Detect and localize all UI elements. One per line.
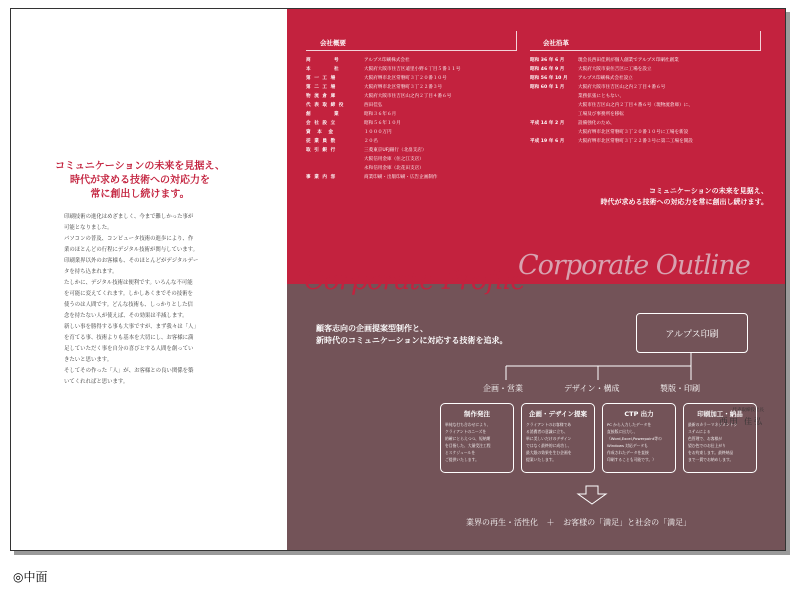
body-line: パソコンの普及、コンピュータ技術の進歩により、作 (64, 236, 194, 242)
category-printing: 製版・印刷 (660, 384, 700, 393)
profile-row-label: 第 二 工 場 (306, 85, 337, 90)
service-box-line: クライアントのお客様であ (526, 422, 572, 427)
profile-row-label: 創 業 (306, 112, 340, 117)
tagline-line: コミュニケーションの未来を見据え、 (649, 187, 768, 195)
service-box-line: 単に美しいだけのデザイン (526, 436, 572, 441)
service-box-line: 印刷することも可能です。） (607, 457, 657, 462)
service-box-line: まで一貫でお納めします。 (688, 457, 734, 462)
history-row-value: 現会長西田佳則が個人創業でアルプス印刷社創業 (578, 58, 679, 63)
body-line: そしてその作った「人」が、お客様との良い関係を築 (64, 368, 194, 374)
corporate-outline-script: Corporate Outline (518, 250, 750, 281)
profile-row-label: 従 業 員 数 (306, 139, 337, 144)
history-row-value: 工場及び事務所を移転 (578, 112, 624, 117)
service-box-line: ご提供いたします。 (445, 457, 479, 462)
service-box-line: 的確にとらえつつ、短納期 (445, 436, 491, 441)
heading-line: 時代が求める技術への対応力を (70, 175, 210, 186)
profile-row-value: 大阪府大阪市住吉区遠里小野６丁目５番１１号 (364, 67, 461, 72)
signer-role: 代表取締役社長 (732, 408, 764, 413)
service-box-body (688, 421, 752, 463)
profile-row-value: ２０名 (364, 139, 378, 144)
corporate-profile-script: Corporate Profile (304, 265, 526, 296)
body-line: タを持ち込まれます。 (64, 269, 118, 275)
down-arrow-icon (578, 486, 606, 504)
body-line: たしかに、デジタル技術は便利です。いろんな不可能 (64, 280, 193, 286)
service-box-line: 提案いたします。 (526, 457, 557, 462)
profile-row-label: 第 一 工 場 (306, 76, 337, 81)
service-box-line: ステムによる (688, 429, 711, 434)
service-box-line: 最大限の効果を生む企画を (526, 450, 572, 455)
history-row-label: 昭和 56 年 10 月 (530, 76, 568, 81)
service-box-line: 直接版に出力し、 (607, 429, 638, 434)
service-box-body (607, 421, 671, 463)
service-box-title: 印刷加工・納品 (697, 410, 743, 418)
history-row-value: 大阪府大阪市住吉区山之内２丁目４番６号 (578, 85, 666, 90)
profile-row-value: 大阪府堺市北区常磐町３丁２０番１０号 (364, 76, 447, 81)
body-line: 新しい事を勝得する事も大事ですが、まず我々は「人」 (64, 324, 199, 330)
profile-row-value: 昭和５６年１０月 (364, 121, 401, 126)
profile-row-label: 取 引 銀 行 (306, 148, 337, 153)
service-box-line: 望む色でのお仕上がり (688, 443, 726, 448)
profile-row-label: 本 社 (306, 67, 340, 72)
service-box-line: 最新のカラーマネジメントシ (688, 422, 738, 427)
service-box-line: （Word,Excel,Powerpoint等の (607, 436, 662, 441)
history-title: 会社沿革 (543, 39, 569, 47)
service-box (683, 403, 757, 473)
service-box (602, 403, 676, 473)
service-box (521, 403, 595, 473)
history-row-label: 昭和 36 年 6 月 (530, 58, 565, 63)
tagline-line: 時代が求める技術への対応力を常に創出し続けます。 (600, 198, 768, 206)
tagline-line: 顧客志向の企画提案型制作と、 (316, 324, 428, 333)
service-box-title: 企画・デザイン提案 (528, 410, 588, 418)
history-row-value: 設備強化のため、 (578, 121, 615, 126)
profile-row-label: 商 号 (306, 58, 340, 63)
profile-row-value: 三菱東京UFJ銀行（北畠支店） (364, 148, 427, 153)
profile-row-value: 大阪府堺市北区常磐町３丁２２番３号 (364, 85, 443, 90)
service-box-title: CTP 出力 (624, 410, 654, 418)
body-line: を育てる事、技術よりも基本を大切にし、お客様に満 (64, 335, 194, 341)
profile-row-label: 事 業 内 容 (306, 175, 337, 180)
profile-row-value: 永和信用金庫（北花田支店） (364, 166, 424, 171)
result-line (466, 517, 691, 528)
service-box-line: を目指した、大量受注工程 (445, 443, 491, 448)
history-row-label: 昭和 60 年 1 月 (530, 85, 565, 90)
history-row-value: 大阪市住吉区山之内２丁目４番６号（現物流倉庫）に、 (578, 103, 693, 108)
plus-icon: ＋ (546, 518, 555, 527)
service-box-line: をお約束します。最終納品 (688, 450, 734, 455)
body-line: 業のほとんどの行程にデジタル技術が関与しています。 (64, 247, 199, 253)
profile-row-label: 会 社 設 立 (306, 121, 337, 126)
profile-row-label: 代 表 取 締 役 (306, 103, 345, 108)
signer-name: 西田 佳弘 (719, 417, 764, 426)
service-box-line: る消費者の意識に立ち、 (526, 429, 568, 434)
history-row-value: 大阪府大阪市東住吉区に工場を設立 (578, 67, 652, 72)
service-box-body (445, 421, 509, 463)
body-line: 足していただく事を自分の喜びとする人間を創ってい (64, 346, 194, 352)
service-box-body (526, 421, 590, 463)
profile-row-value: 大阪信用金庫（住之江支店） (364, 157, 424, 162)
history-row-value: アルプス印刷株式会社設立 (578, 76, 633, 81)
profile-row-value: 昭和３６年６月 (364, 112, 397, 117)
service-box-line: Windows 対応データも (607, 443, 648, 448)
history-row-label: 平成 19 年 6 月 (530, 139, 565, 144)
caption: ◎中面 (13, 570, 48, 584)
service-box-line: クライアントのニーズを (445, 429, 487, 434)
profile-row-label: 資 本 金 (306, 130, 334, 135)
company-node: アルプス印刷 (636, 313, 748, 353)
history-row-label: 平成 14 年 2 月 (530, 121, 565, 126)
heading-line: コミュニケーションの未来を見据え、 (55, 161, 225, 172)
body-line: 印刷業界以外のお客様も、そのほとんどがデジタルデー (64, 258, 199, 264)
profile-row-value: 商業印刷・出版印刷・広告企画制作 (364, 175, 438, 180)
heading-line: 常に創出し続けます。 (90, 189, 190, 200)
service-box-line: 作成されたデータを直接 (607, 450, 649, 455)
service-box (440, 403, 514, 473)
body-line: いてくれればと思います。 (64, 379, 129, 385)
profile-row-label: 物 流 倉 庫 (306, 94, 337, 99)
result-left: 業界の再生・活性化 (466, 518, 538, 527)
result-right: お客様の「満足」と社会の「満足」 (563, 518, 692, 527)
service-box-line: ではなく最終的に成功し、 (526, 443, 572, 448)
history-row-value: 大阪府堺市北区常磐町３丁２０番１０号に工場を新設 (578, 130, 689, 135)
body-line: 念を持たない人が使えば、その効果は半減します。 (64, 313, 188, 319)
category-planning: 企画・営業 (483, 384, 523, 393)
body-line: 可能となりました。 (64, 225, 113, 231)
body-line: 印刷技術の進化はめざましく、今まで難しかった事が (64, 214, 194, 220)
profile-row-value: 西田佳弘 (364, 103, 383, 108)
service-box-line: PC から入力したデータを (607, 422, 652, 427)
service-box-line: とスケジュールを (445, 450, 476, 455)
profile-row-value: 大阪府大阪市住吉区山之内２丁目４番６号 (364, 94, 452, 99)
profile-row-value: １０００万円 (364, 130, 392, 135)
service-box-line: 単純な打ち合わせにより、 (445, 422, 491, 427)
service-box-title: 制作発注 (464, 410, 490, 418)
service-box-line: 色管理で、お客様が (688, 436, 723, 441)
body-line: 使うのは人間です。どんな技術も、しっかりとした信 (64, 302, 193, 308)
body-line: を可能に変えてくれます。しかしあくまでその技術を (64, 291, 193, 297)
history-row-value: 大阪府堺市北区常磐町３丁２２番３号に第二工場を開設 (578, 139, 693, 144)
body-line: きたいと思います。 (64, 357, 113, 363)
tagline-line: 新時代のコミュニケーションに対応する技術を追求。 (316, 336, 508, 345)
category-design: デザイン・構成 (564, 384, 620, 393)
profile-row-value: アルプス印刷株式会社 (364, 58, 410, 63)
profile-title: 会社概要 (320, 39, 346, 47)
history-row-label: 昭和 46 年 9 月 (530, 67, 565, 72)
history-row-value: 業務拡張にともない、 (578, 94, 624, 99)
